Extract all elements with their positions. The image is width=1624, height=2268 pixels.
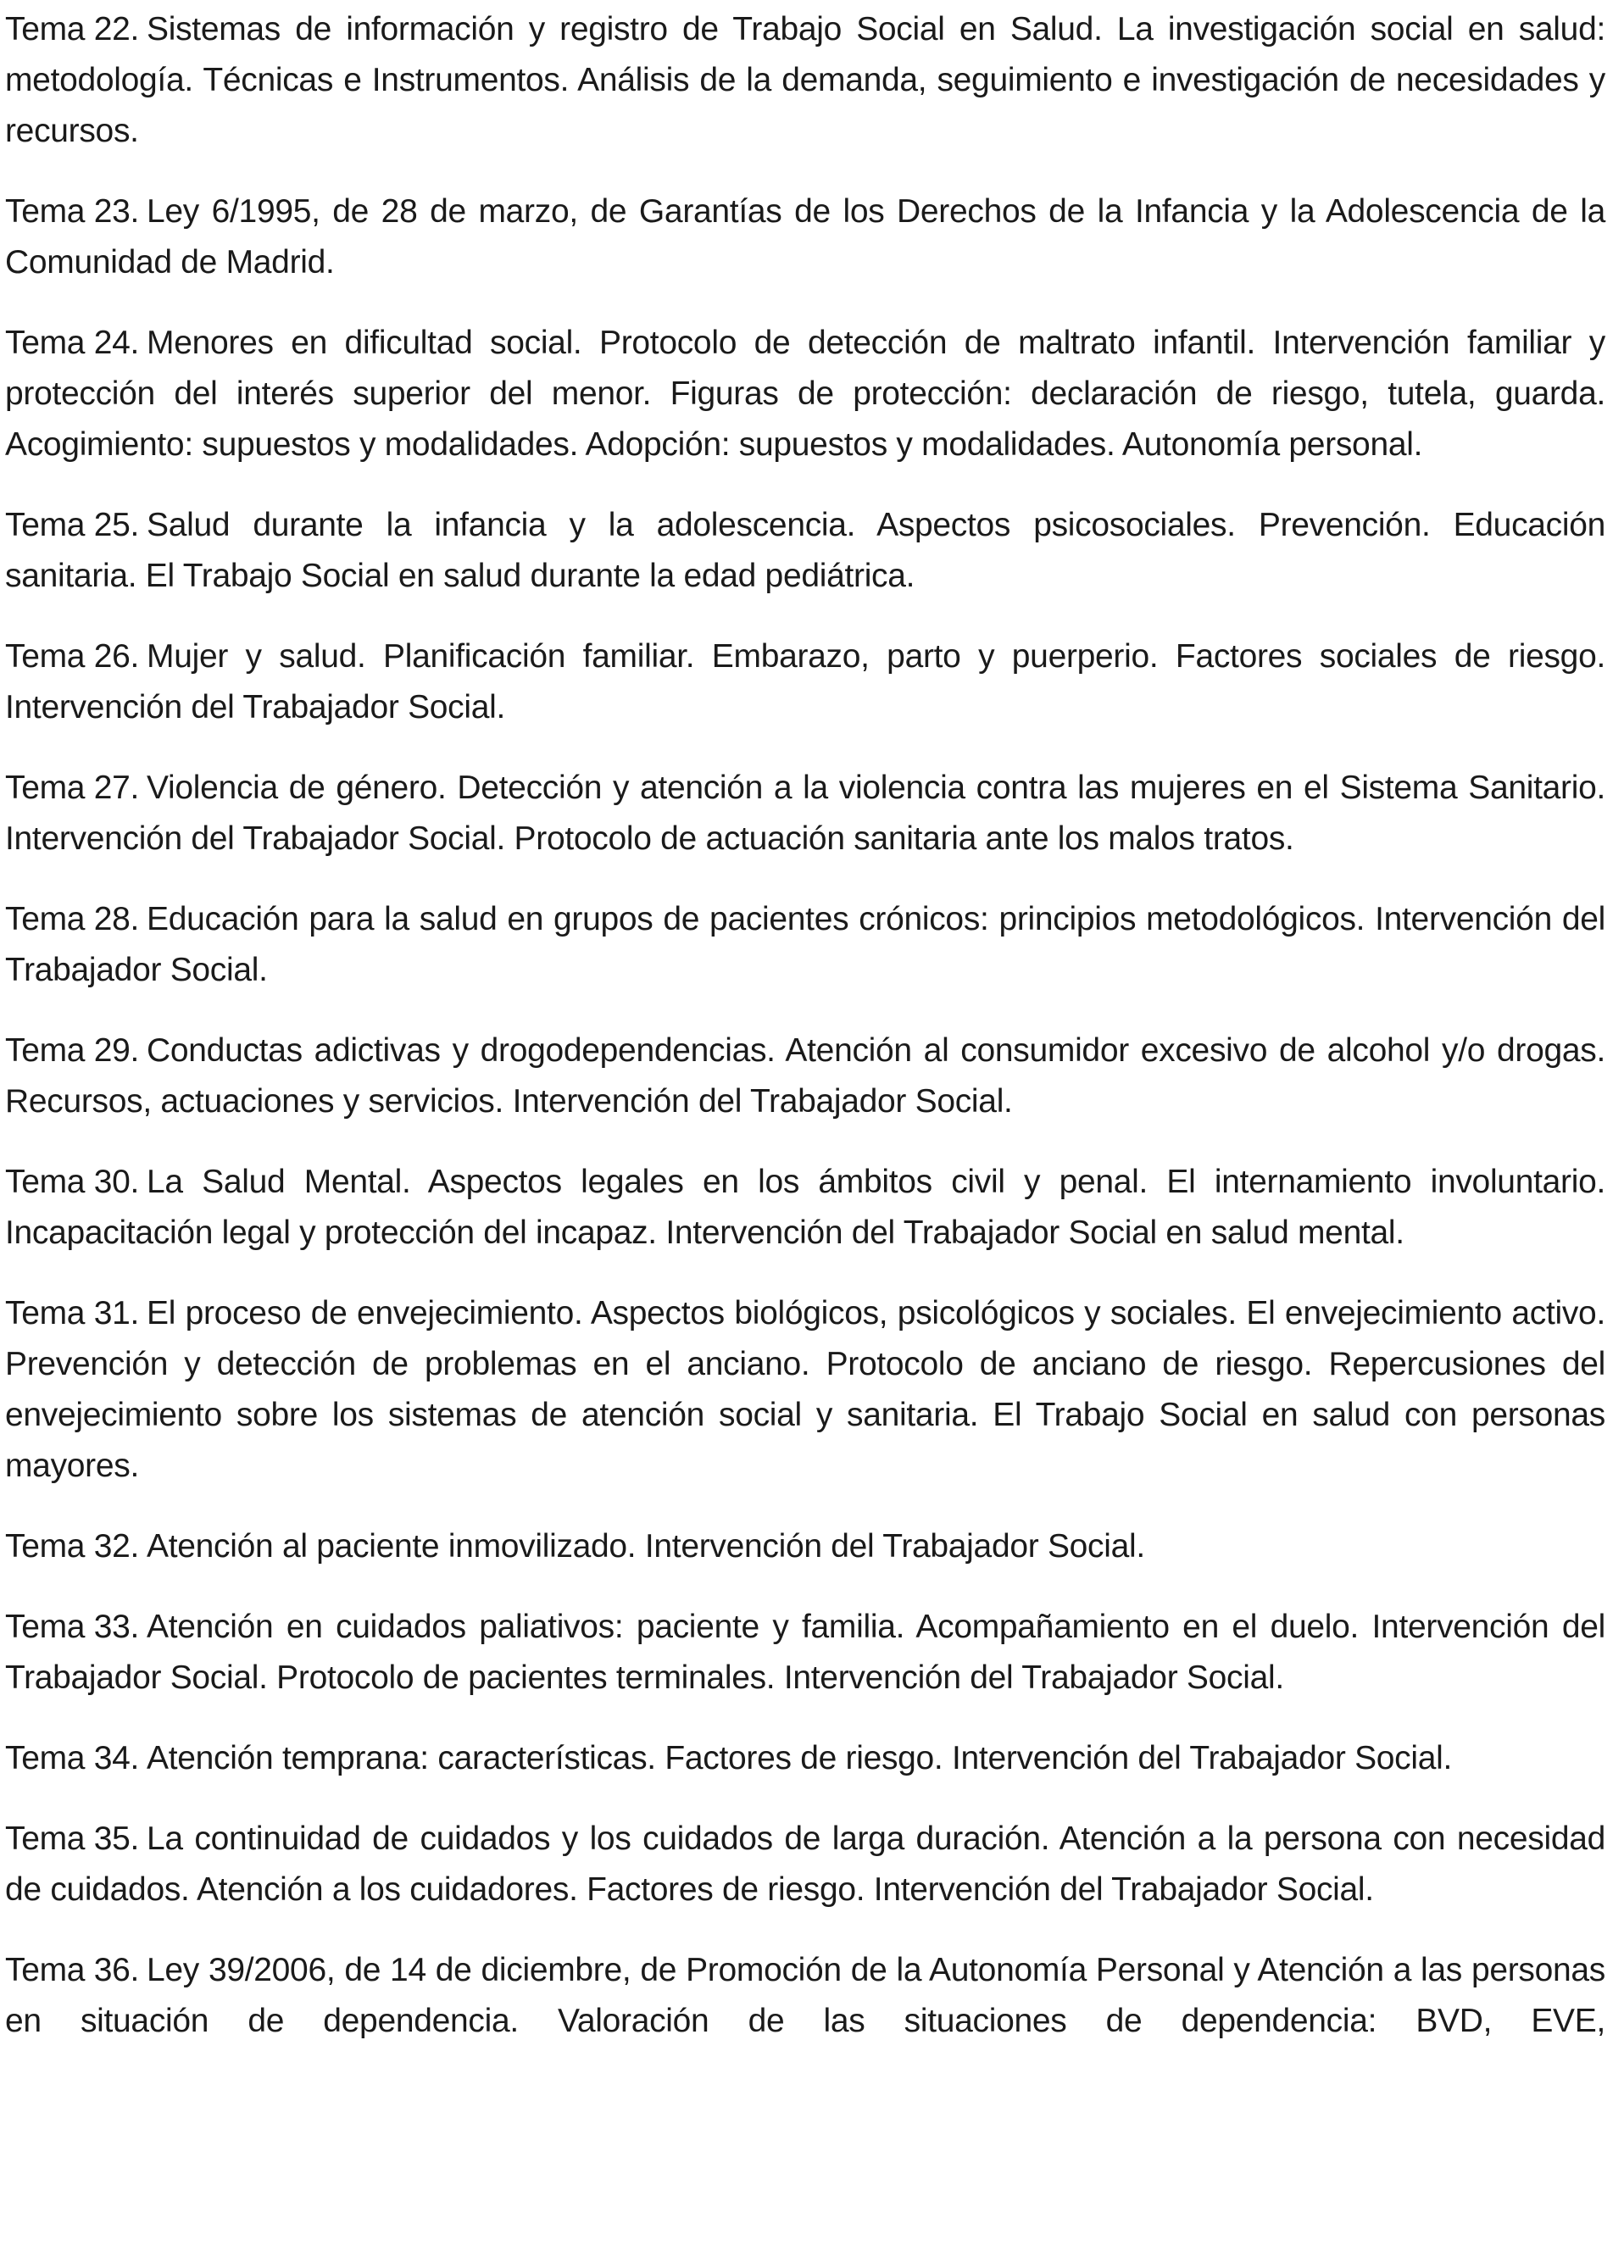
tema-text: Salud durante la infancia y la adolescencia. Aspectos psicosociales. Prevención. Educación sanitaria. El Trabajo Social en salud durante la edad pediátrica. <box>5 507 1605 594</box>
tema-text: Menores en dificultad social. Protocolo de detección de maltrato infantil. Intervención familiar y protección del interés superior del menor. Figuras de protección: declaración de riesgo, tutela, guarda. Acogimiento: supuestos y modalidades. Adopción: supuestos y modalidades. Autonomía personal. <box>5 325 1605 463</box>
tema-label: Tema 26. <box>5 638 140 675</box>
tema-text: Atención al paciente inmovilizado. Intervención del Trabajador Social. <box>147 1528 1145 1565</box>
tema-text: Atención en cuidados paliativos: paciente y familia. Acompañamiento en el duelo. Intervención del Trabajador Social. Protocolo de pacientes terminales. Intervención del Trabajador Social. <box>5 1609 1605 1696</box>
tema-paragraph-24 <box>5 318 1605 470</box>
tema-paragraph-32 <box>5 1521 1605 1572</box>
tema-label: Tema 33. <box>5 1609 140 1645</box>
tema-label: Tema 31. <box>5 1295 140 1331</box>
tema-label: Tema 25. <box>5 507 140 543</box>
tema-paragraph-31 <box>5 1288 1605 1492</box>
tema-label: Tema 28. <box>5 901 140 937</box>
tema-paragraph-26 <box>5 631 1605 733</box>
tema-paragraph-30 <box>5 1157 1605 1259</box>
tema-paragraph-36 <box>5 1945 1605 2047</box>
tema-label: Tema 30. <box>5 1164 140 1200</box>
tema-text: Educación para la salud en grupos de pacientes crónicos: principios metodológicos. Intervención del Trabajador Social. <box>5 901 1605 988</box>
tema-text: El proceso de envejecimiento. Aspectos biológicos, psicológicos y sociales. El envejecimiento activo. Prevención y detección de problemas en el anciano. Protocolo de anciano de riesgo. Repercusiones del envejecimiento sobre los sistemas de atención social y sanitaria. El Trabajo Social en salud con personas mayores. <box>5 1295 1605 1484</box>
tema-paragraph-28 <box>5 894 1605 996</box>
tema-paragraph-27 <box>5 763 1605 864</box>
tema-text: Ley 6/1995, de 28 de marzo, de Garantías de los Derechos de la Infancia y la Adolescencia de la Comunidad de Madrid. <box>5 193 1605 281</box>
tema-text: Ley 39/2006, de 14 de diciembre, de Promoción de la Autonomía Personal y Atención a las personas en situación de dependencia. Valoración de las situaciones de dependencia: BVD, EVE, <box>5 1952 1605 2039</box>
tema-text: Mujer y salud. Planificación familiar. Embarazo, parto y puerperio. Factores sociales de riesgo. Intervención del Trabajador Social. <box>5 638 1605 725</box>
tema-text: Atención temprana: características. Factores de riesgo. Intervención del Trabajador Social. <box>147 1740 1453 1776</box>
tema-label: Tema 22. <box>5 11 140 47</box>
tema-label: Tema 27. <box>5 770 140 806</box>
tema-label: Tema 23. <box>5 193 140 230</box>
tema-paragraph-23 <box>5 186 1605 288</box>
tema-paragraph-33 <box>5 1602 1605 1704</box>
tema-paragraph-35 <box>5 1814 1605 1915</box>
tema-text: La continuidad de cuidados y los cuidados de larga duración. Atención a la persona con necesidad de cuidados. Atención a los cuidadores. Factores de riesgo. Intervención del Trabajador Social. <box>5 1821 1605 1908</box>
tema-paragraph-22 <box>5 4 1605 157</box>
tema-paragraph-34 <box>5 1733 1605 1784</box>
tema-paragraph-25 <box>5 500 1605 602</box>
tema-label: Tema 34. <box>5 1740 140 1776</box>
tema-label: Tema 32. <box>5 1528 140 1565</box>
tema-label: Tema 36. <box>5 1952 140 1988</box>
tema-label: Tema 24. <box>5 325 140 361</box>
tema-text: Conductas adictivas y drogodependencias. Atención al consumidor excesivo de alcohol y/o drogas. Recursos, actuaciones y servicios. Intervención del Trabajador Social. <box>5 1032 1605 1120</box>
tema-label: Tema 29. <box>5 1032 140 1069</box>
tema-label: Tema 35. <box>5 1821 140 1857</box>
tema-text: Sistemas de información y registro de Trabajo Social en Salud. La investigación social en salud: metodología. Técnicas e Instrumentos. Análisis de la demanda, seguimiento e investigación de necesidades y recursos. <box>5 11 1605 149</box>
tema-text: Violencia de género. Detección y atención a la violencia contra las mujeres en el Sistema Sanitario. Intervención del Trabajador Social. Protocolo de actuación sanitaria ante los malos tratos. <box>5 770 1605 857</box>
tema-text: La Salud Mental. Aspectos legales en los ámbitos civil y penal. El internamiento involuntario. Incapacitación legal y protección del incapaz. Intervención del Trabajador Social en salud mental. <box>5 1164 1605 1251</box>
tema-paragraph-29 <box>5 1026 1605 1127</box>
